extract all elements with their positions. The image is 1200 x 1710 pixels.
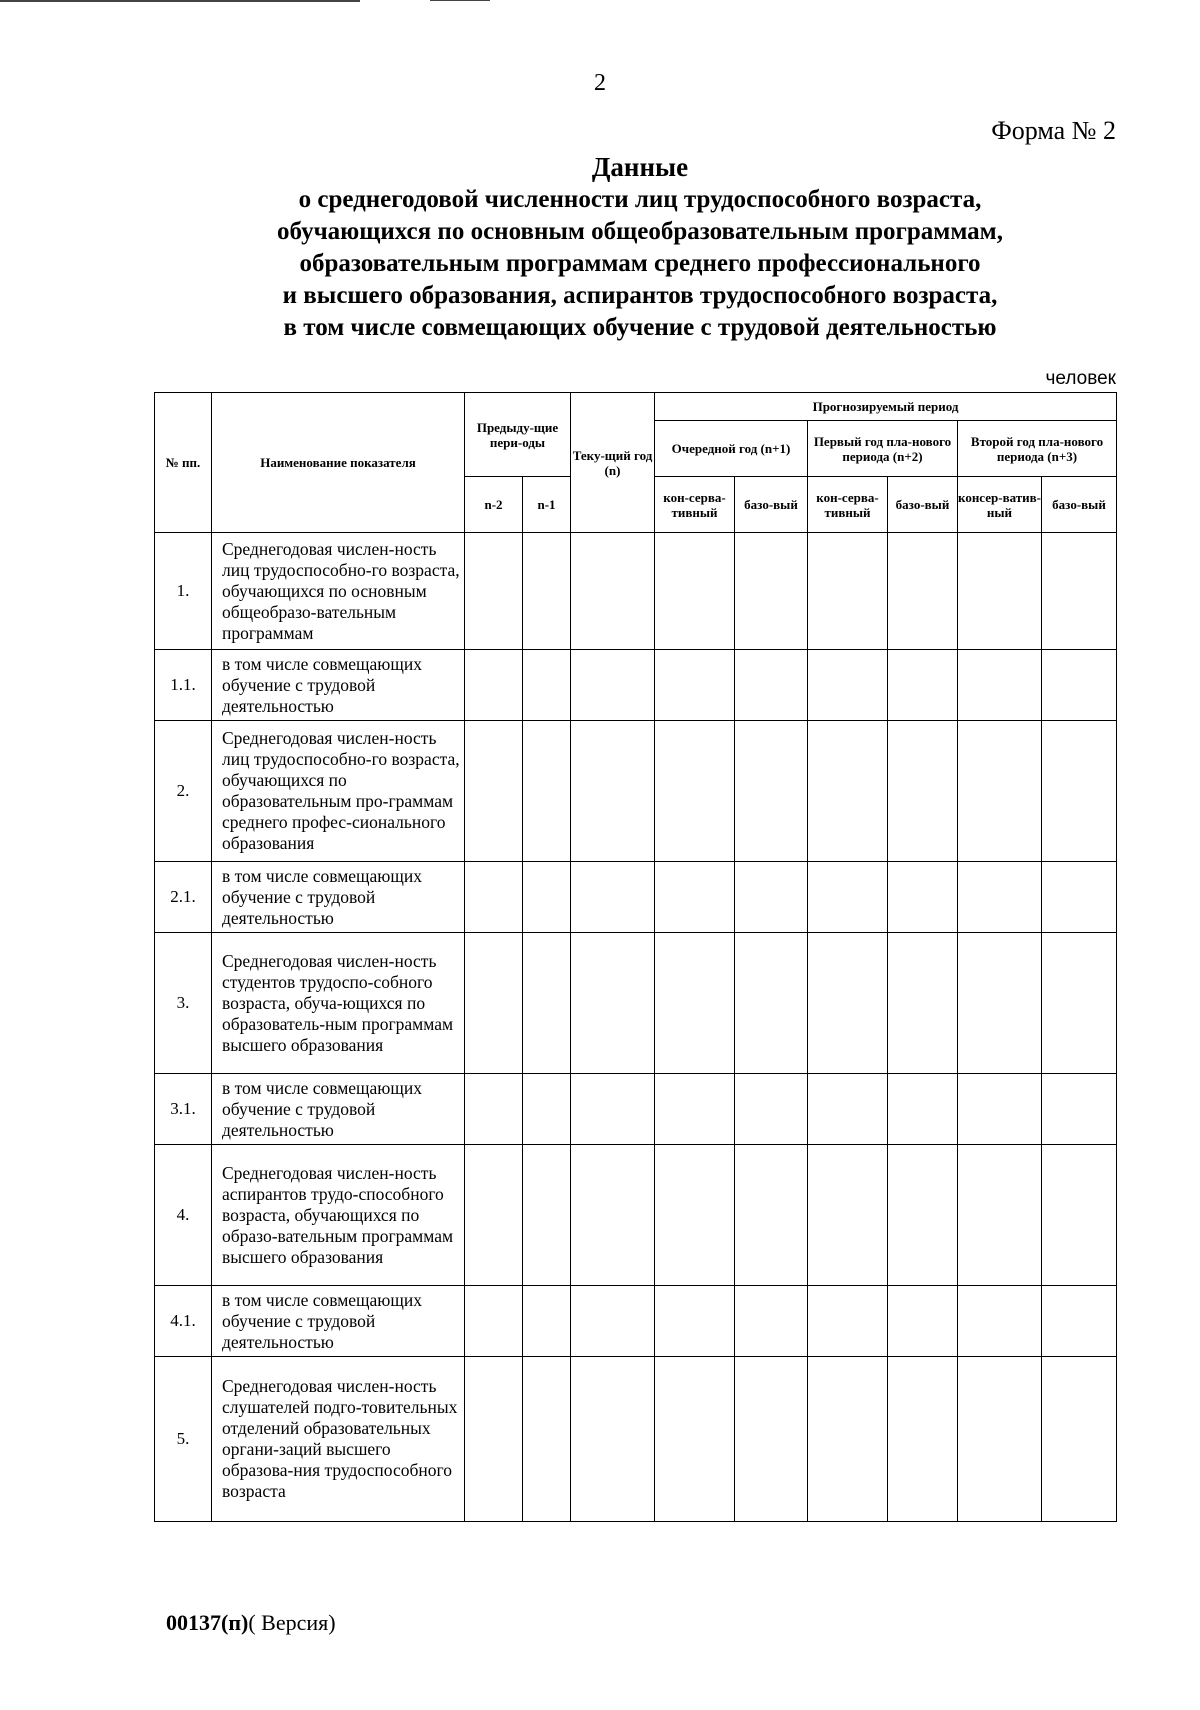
cell-y3-conservative[interactable]: [958, 1145, 1042, 1286]
page-number: 2: [594, 70, 606, 96]
cell-current[interactable]: [571, 533, 655, 650]
table-row: [155, 533, 1117, 650]
row-number: 5.: [155, 1357, 212, 1522]
cell-y1-conservative[interactable]: [655, 1074, 735, 1145]
header-name: Наименование показателя: [212, 393, 465, 533]
cell-y3-base[interactable]: [1042, 862, 1117, 933]
cell-y2-base[interactable]: [888, 650, 958, 721]
footer-code: [166, 1610, 336, 1636]
row-label: в том числе совмещающих обучение с трудовой деятельностью: [212, 1074, 465, 1145]
cell-current[interactable]: [571, 721, 655, 862]
title-line: образовательным программам среднего профессионального: [299, 250, 981, 277]
row-label: в том числе совмещающих обучение с трудовой деятельностью: [212, 650, 465, 721]
cell-current[interactable]: [571, 1286, 655, 1357]
cell-y2-base[interactable]: [888, 933, 958, 1074]
cell-y3-conservative[interactable]: [958, 650, 1042, 721]
cell-y1-base[interactable]: [735, 862, 808, 933]
cell-n1[interactable]: [523, 1357, 571, 1522]
table-row: [155, 1357, 1117, 1522]
cell-y3-conservative[interactable]: [958, 533, 1042, 650]
cell-y2-conservative[interactable]: [808, 1357, 888, 1522]
cell-y2-base[interactable]: [888, 862, 958, 933]
cell-y1-base[interactable]: [735, 1145, 808, 1286]
cell-y3-base[interactable]: [1042, 1357, 1117, 1522]
header-y2-conservative: кон-серва-тивный: [808, 477, 888, 533]
scan-line: [430, 0, 490, 1]
table-row: [155, 933, 1117, 1074]
data-table: [154, 392, 1117, 1522]
cell-current[interactable]: [571, 1074, 655, 1145]
cell-y1-conservative[interactable]: [655, 862, 735, 933]
cell-y2-conservative[interactable]: [808, 1286, 888, 1357]
title-line: о среднегодовой численности лиц трудоспособного возраста,: [298, 186, 982, 213]
cell-current[interactable]: [571, 650, 655, 721]
header-forecast: Прогнозируемый период: [655, 393, 1117, 421]
cell-y1-conservative[interactable]: [655, 650, 735, 721]
cell-y3-base[interactable]: [1042, 721, 1117, 862]
cell-y2-base[interactable]: [888, 1357, 958, 1522]
cell-y2-base[interactable]: [888, 1286, 958, 1357]
header-n2: n-2: [465, 477, 523, 533]
cell-y3-conservative[interactable]: [958, 1357, 1042, 1522]
header-y3-conservative: консер-ватив-ный: [958, 477, 1042, 533]
table-row: [155, 1286, 1117, 1357]
cell-y1-conservative[interactable]: [655, 721, 735, 862]
cell-n2[interactable]: [465, 650, 523, 721]
cell-n2[interactable]: [465, 1357, 523, 1522]
scan-line: [0, 0, 360, 2]
cell-y3-base[interactable]: [1042, 1074, 1117, 1145]
document-title: [140, 150, 1140, 344]
cell-y3-conservative[interactable]: [958, 933, 1042, 1074]
cell-y1-base[interactable]: [735, 533, 808, 650]
cell-y2-base[interactable]: [888, 533, 958, 650]
header-n1: n-1: [523, 477, 571, 533]
cell-y3-base[interactable]: [1042, 533, 1117, 650]
cell-current[interactable]: [571, 1145, 655, 1286]
cell-y2-base[interactable]: [888, 1145, 958, 1286]
cell-y3-conservative[interactable]: [958, 1074, 1042, 1145]
cell-n2[interactable]: [465, 1286, 523, 1357]
table-row: [155, 1074, 1117, 1145]
row-label: в том числе совмещающих обучение с трудовой деятельностью: [212, 862, 465, 933]
title-main: Данные: [591, 152, 689, 182]
cell-y2-conservative[interactable]: [808, 533, 888, 650]
title-line: в том числе совмещающих обучение с трудовой деятельностью: [283, 314, 997, 341]
cell-n2[interactable]: [465, 862, 523, 933]
cell-y2-conservative[interactable]: [808, 1145, 888, 1286]
cell-y2-base[interactable]: [888, 1074, 958, 1145]
version-label: ( Версия): [248, 1610, 336, 1635]
header-y1-base: базо-вый: [735, 477, 808, 533]
table-row: [155, 1145, 1117, 1286]
cell-y1-base[interactable]: [735, 721, 808, 862]
row-number: 1.: [155, 533, 212, 650]
row-number: 2.1.: [155, 862, 212, 933]
cell-n2[interactable]: [465, 533, 523, 650]
cell-n2[interactable]: [465, 1074, 523, 1145]
cell-y1-base[interactable]: [735, 933, 808, 1074]
row-label: Среднегодовая числен-ность лиц трудоспособно-го возраста, обучающихся по основным общеобразо-вательным программам: [212, 533, 465, 650]
cell-y3-base[interactable]: [1042, 650, 1117, 721]
cell-y3-conservative[interactable]: [958, 721, 1042, 862]
cell-y3-base[interactable]: [1042, 933, 1117, 1074]
cell-y3-base[interactable]: [1042, 1145, 1117, 1286]
cell-current[interactable]: [571, 1357, 655, 1522]
cell-y2-conservative[interactable]: [808, 933, 888, 1074]
cell-n1[interactable]: [523, 721, 571, 862]
cell-y3-conservative[interactable]: [958, 862, 1042, 933]
title-line: обучающихся по основным общеобразовательным программам,: [277, 218, 1003, 245]
row-label: Среднегодовая числен-ность слушателей подго-товительных отделений образовательных органи-заций высшего образова-ния трудоспособного возраста: [212, 1357, 465, 1522]
cell-n2[interactable]: [465, 933, 523, 1074]
cell-y2-conservative[interactable]: [808, 862, 888, 933]
header-y2-base: базо-вый: [888, 477, 958, 533]
row-number: 2.: [155, 721, 212, 862]
table-row: [155, 721, 1117, 862]
row-number: 1.1.: [155, 650, 212, 721]
row-label: в том числе совмещающих обучение с трудовой деятельностью: [212, 1286, 465, 1357]
row-number: 4.: [155, 1145, 212, 1286]
title-line: и высшего образования, аспирантов трудоспособного возраста,: [282, 282, 998, 309]
cell-n1[interactable]: [523, 933, 571, 1074]
cell-y3-base[interactable]: [1042, 1286, 1117, 1357]
header-y3-base: базо-вый: [1042, 477, 1117, 533]
cell-current[interactable]: [571, 862, 655, 933]
cell-y1-base[interactable]: [735, 1357, 808, 1522]
cell-y1-base[interactable]: [735, 650, 808, 721]
header-num: № пп.: [155, 393, 212, 533]
cell-y1-base[interactable]: [735, 1074, 808, 1145]
cell-n1[interactable]: [523, 862, 571, 933]
cell-n2[interactable]: [465, 721, 523, 862]
cell-y2-conservative[interactable]: [808, 721, 888, 862]
cell-y1-conservative[interactable]: [655, 933, 735, 1074]
header-year3: Второй год пла-нового периода (n+3): [958, 421, 1117, 477]
header-year1: Очередной год (n+1): [655, 421, 808, 477]
cell-y1-conservative[interactable]: [655, 1357, 735, 1522]
cell-current[interactable]: [571, 933, 655, 1074]
row-number: 4.1.: [155, 1286, 212, 1357]
cell-n1[interactable]: [523, 533, 571, 650]
cell-n1[interactable]: [523, 1074, 571, 1145]
cell-y1-conservative[interactable]: [655, 1286, 735, 1357]
unit-label: человек: [1045, 368, 1116, 389]
cell-y2-conservative[interactable]: [808, 650, 888, 721]
row-number: 3.: [155, 933, 212, 1074]
form-number: Форма № 2: [991, 116, 1116, 145]
table-row: [155, 650, 1117, 721]
row-label: Среднегодовая числен-ность лиц трудоспособно-го возраста, обучающихся по образовательным про-граммам среднего профес-сионального образования: [212, 721, 465, 862]
cell-y1-base[interactable]: [735, 1286, 808, 1357]
cell-y1-conservative[interactable]: [655, 533, 735, 650]
header-y1-conservative: кон-серва-тивный: [655, 477, 735, 533]
cell-y3-conservative[interactable]: [958, 1286, 1042, 1357]
cell-n1[interactable]: [523, 1286, 571, 1357]
header-current: Теку-щий год (n): [571, 393, 655, 533]
cell-y2-conservative[interactable]: [808, 1074, 888, 1145]
document-code: 00137(п): [166, 1610, 249, 1635]
cell-n2[interactable]: [465, 1145, 523, 1286]
row-label: Среднегодовая числен-ность аспирантов трудо-способного возраста, обучающихся по образо-вательным программам высшего образования: [212, 1145, 465, 1286]
header-previous: Предыду-щие пери-оды: [465, 393, 571, 477]
row-number: 3.1.: [155, 1074, 212, 1145]
cell-y2-base[interactable]: [888, 721, 958, 862]
cell-n1[interactable]: [523, 650, 571, 721]
table-row: [155, 862, 1117, 933]
cell-y1-conservative[interactable]: [655, 1145, 735, 1286]
header-year2: Первый год пла-нового периода (n+2): [808, 421, 958, 477]
cell-n1[interactable]: [523, 1145, 571, 1286]
row-label: Среднегодовая числен-ность студентов трудоспо-собного возраста, обуча-ющихся по образователь-ным программам высшего образования: [212, 933, 465, 1074]
